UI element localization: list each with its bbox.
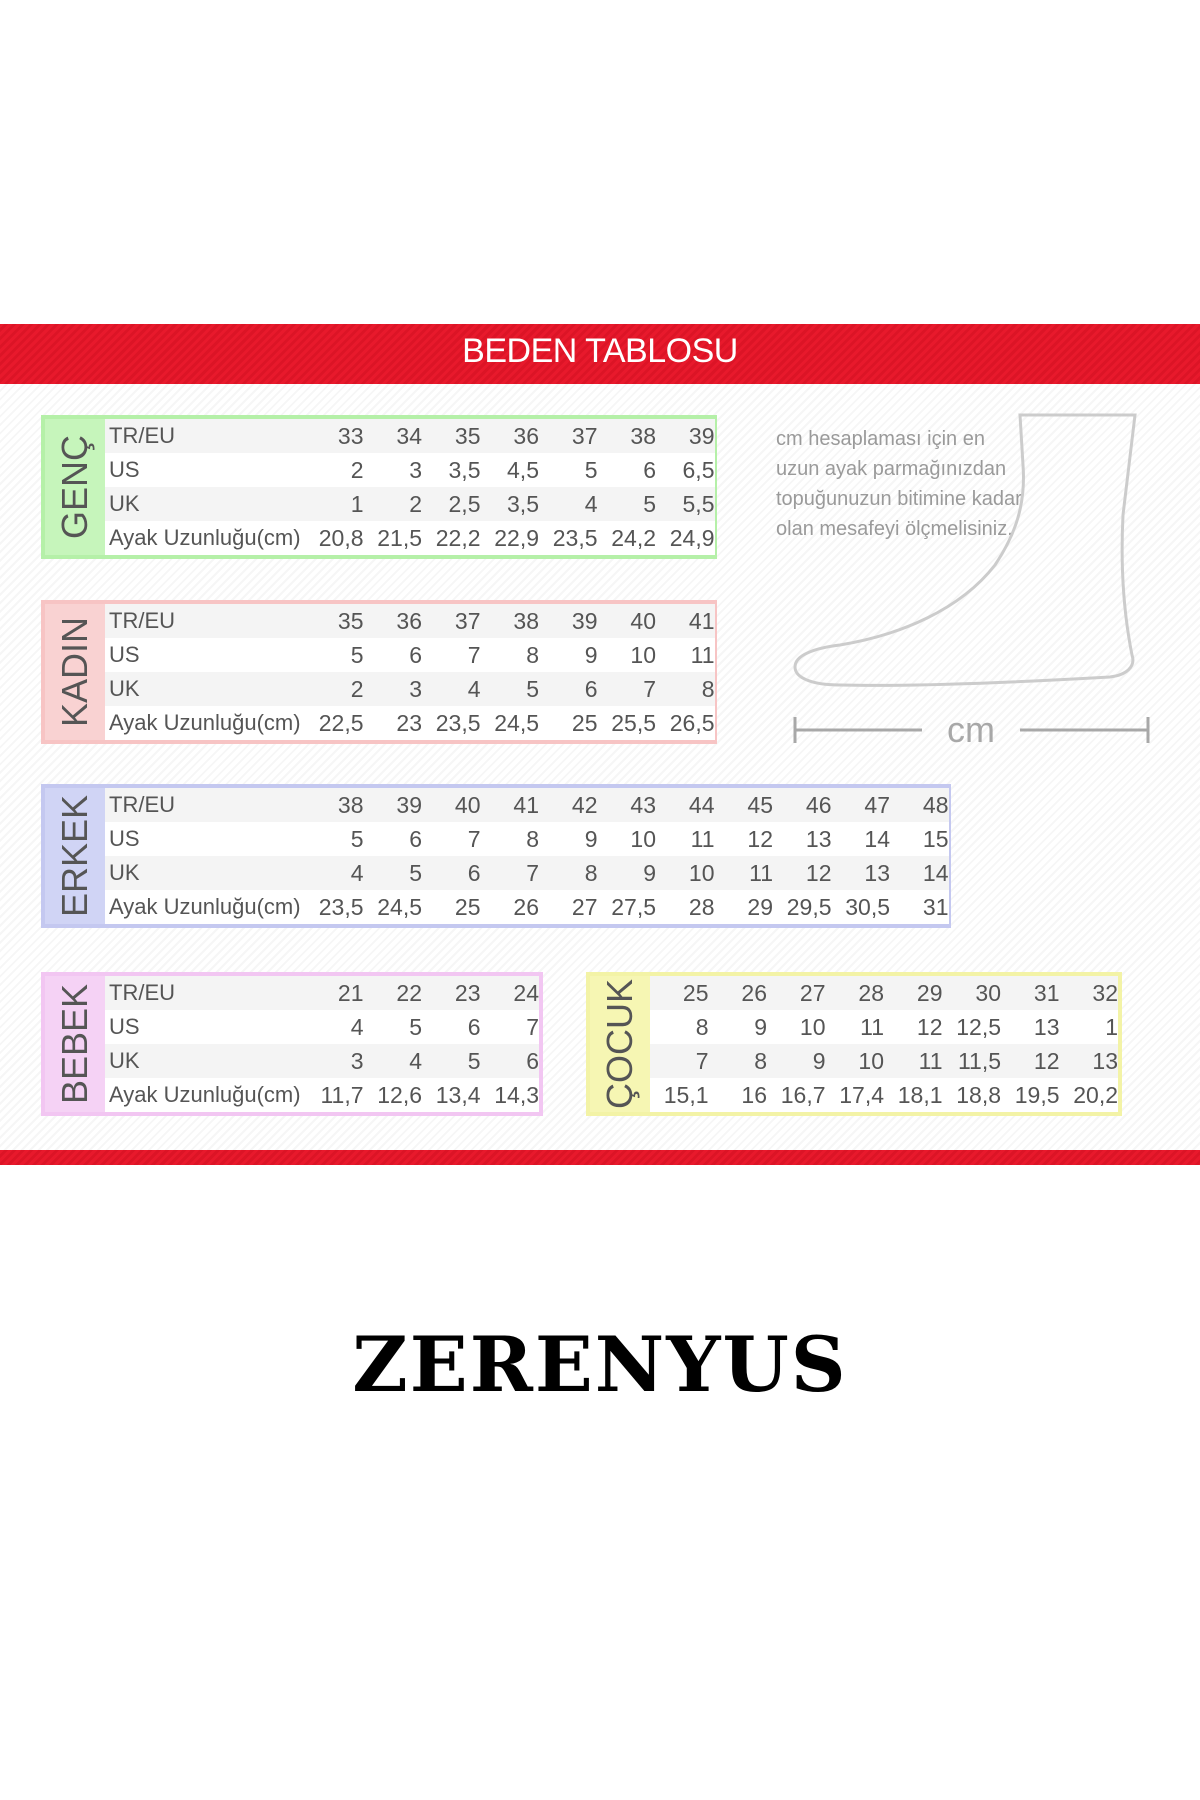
size-cell: 10 [630, 825, 656, 852]
section-genc [41, 415, 717, 559]
size-cell: 39 [571, 607, 598, 634]
size-cell: 44 [688, 791, 715, 818]
size-cell: 5 [350, 825, 364, 852]
size-cell: 4 [350, 859, 364, 886]
size-cell: 14 [864, 825, 890, 852]
size-cell: 12,5 [956, 1013, 1001, 1040]
size-cell: 12,6 [377, 1081, 422, 1108]
size-cell: 6 [584, 675, 598, 702]
table-row [650, 1010, 1118, 1044]
size-cell: 23,5 [552, 524, 598, 551]
table-row [105, 890, 949, 924]
size-cell: 8 [754, 1047, 767, 1074]
size-cell: 9 [754, 1013, 767, 1040]
table-row [105, 487, 715, 521]
size-cell: 13 [805, 825, 832, 852]
size-cell: 22,5 [318, 709, 364, 736]
size-cell: 5 [584, 456, 598, 483]
size-cell: 29 [747, 893, 773, 920]
size-cell: 8 [584, 859, 598, 886]
size-cell: 38 [337, 791, 364, 818]
size-cell: 2,5 [448, 490, 481, 517]
size-cell: 25 [571, 709, 598, 736]
size-cell: 11 [918, 1047, 943, 1074]
size-cell: 8 [701, 675, 715, 702]
size-cell: 25 [454, 893, 481, 920]
table-row [650, 1078, 1118, 1112]
size-cell: 7 [467, 641, 481, 668]
size-cell: 45 [747, 791, 773, 818]
row-label: TR/EU [109, 423, 175, 448]
size-cell: 39 [396, 791, 422, 818]
size-cell: 40 [630, 607, 656, 634]
size-cell: 25 [682, 979, 709, 1006]
size-cell: 25,5 [611, 709, 656, 736]
size-cell: 9 [812, 1047, 826, 1074]
section-bebek [41, 972, 543, 1116]
size-cell: 10 [858, 1047, 884, 1074]
row-label: Ayak Uzunluğu(cm) [109, 1082, 301, 1107]
size-cell: 29,5 [786, 893, 832, 920]
size-cell: 22,2 [435, 524, 481, 551]
size-cell: 33 [337, 422, 364, 449]
row-label: US [109, 1014, 140, 1039]
size-cell: 27,5 [611, 893, 656, 920]
size-cell: 40 [454, 791, 481, 818]
size-cell: 30,5 [845, 893, 890, 920]
size-cell: 5 [643, 490, 656, 517]
table-row [105, 604, 715, 638]
table-row [105, 521, 715, 555]
size-cell: 24,9 [669, 524, 715, 551]
size-cell: 13 [1092, 1047, 1118, 1074]
size-cell: 7 [467, 825, 481, 852]
size-cell: 2 [409, 490, 422, 517]
size-cell: 26 [741, 979, 767, 1006]
size-cell: 12 [916, 1013, 943, 1040]
size-cell: 28 [858, 979, 884, 1006]
table-row [105, 638, 715, 672]
section-cocuk [586, 972, 1122, 1116]
size-table [105, 976, 539, 1112]
row-label: US [109, 457, 140, 482]
page-title: BEDEN TABLOSU [462, 332, 738, 370]
size-cell: 16 [741, 1081, 767, 1108]
size-cell: 37 [454, 607, 481, 634]
size-cell: 24,5 [494, 709, 539, 736]
section-label: GENÇ [45, 419, 105, 555]
size-cell: 24 [513, 979, 539, 1006]
size-cell: 15 [922, 825, 949, 852]
section-erkek [41, 784, 951, 928]
table-row [105, 1010, 539, 1044]
size-cell: 7 [526, 1013, 539, 1040]
size-cell: 5 [526, 675, 539, 702]
size-cell: 12 [805, 859, 832, 886]
size-cell: 21,5 [377, 524, 422, 551]
table-row [105, 1044, 539, 1078]
bottom-bar [0, 1150, 1200, 1165]
size-cell: 6 [467, 859, 481, 886]
size-cell: 6,5 [682, 456, 715, 483]
header-banner [0, 324, 1200, 384]
size-cell: 20,2 [1073, 1081, 1118, 1108]
size-cell: 4 [350, 1013, 364, 1040]
size-cell: 9 [584, 825, 598, 852]
table-row [105, 788, 949, 822]
size-cell: 24,5 [377, 893, 422, 920]
size-cell: 8 [526, 825, 539, 852]
size-cell: 23,5 [318, 893, 364, 920]
size-cell: 36 [396, 607, 422, 634]
size-cell: 41 [513, 791, 539, 818]
size-cell: 6 [526, 1047, 539, 1074]
size-cell: 4 [584, 490, 598, 517]
size-cell: 46 [805, 791, 832, 818]
size-cell: 3,5 [507, 490, 539, 517]
section-label: KADIN [45, 604, 105, 740]
table-row [105, 453, 715, 487]
size-cell: 18,1 [897, 1081, 943, 1108]
unit-label: cm [947, 709, 995, 750]
size-cell: 5,5 [682, 490, 715, 517]
size-cell: 4,5 [507, 456, 539, 483]
row-label: Ayak Uzunluğu(cm) [109, 525, 301, 550]
section-kadin [41, 600, 717, 744]
row-label: Ayak Uzunluğu(cm) [109, 710, 301, 735]
size-cell: 12 [1033, 1047, 1060, 1074]
size-cell: 11 [690, 825, 715, 852]
size-cell: 8 [526, 641, 539, 668]
size-cell: 38 [513, 607, 539, 634]
size-cell: 10 [688, 859, 715, 886]
size-cell: 11 [749, 859, 773, 886]
size-cell: 3 [409, 675, 422, 702]
size-cell: 5 [409, 1013, 422, 1040]
size-cell: 11 [860, 1013, 884, 1040]
size-cell: 5 [409, 859, 422, 886]
size-cell: 29 [916, 979, 943, 1006]
size-cell: 6 [467, 1013, 481, 1040]
measurement-note: cm hesaplaması için en uzun ayak parmağınızdan topuğunuzun bitimine kadar olan mesafeyi ölçmelisiniz. [776, 428, 1022, 540]
size-cell: 12 [747, 825, 773, 852]
size-cell: 15,1 [663, 1081, 709, 1108]
section-label: ÇOCUK [590, 976, 650, 1112]
size-cell: 10 [630, 641, 656, 668]
size-cell: 48 [922, 791, 949, 818]
size-cell: 7 [526, 859, 539, 886]
row-label: Ayak Uzunluğu(cm) [109, 894, 301, 919]
size-table [105, 788, 949, 924]
size-cell: 9 [643, 859, 656, 886]
size-cell: 1 [350, 490, 364, 517]
size-cell: 19,5 [1014, 1081, 1060, 1108]
size-cell: 2 [350, 456, 364, 483]
size-cell: 26 [513, 893, 539, 920]
size-cell: 13 [1033, 1013, 1060, 1040]
size-cell: 14 [922, 859, 949, 886]
size-cell: 11,5 [957, 1047, 1001, 1074]
size-cell: 9 [584, 641, 598, 668]
row-label: UK [109, 676, 140, 701]
table-row [105, 419, 715, 453]
foot-icon [780, 405, 1160, 755]
row-label: US [109, 642, 140, 667]
size-cell: 38 [630, 422, 656, 449]
size-cell: 8 [695, 1013, 709, 1040]
size-cell: 5 [467, 1047, 481, 1074]
size-cell: 20,8 [318, 524, 364, 551]
table-row [105, 856, 949, 890]
size-cell: 47 [864, 791, 890, 818]
size-cell: 5 [350, 641, 364, 668]
size-cell: 24,2 [611, 524, 656, 551]
size-cell: 3 [350, 1047, 364, 1074]
size-cell: 23 [454, 979, 481, 1006]
size-cell: 7 [695, 1047, 709, 1074]
size-cell: 22,9 [494, 524, 539, 551]
size-cell: 4 [467, 675, 481, 702]
table-row [105, 822, 949, 856]
table-row [105, 672, 715, 706]
size-cell: 26,5 [669, 709, 715, 736]
size-cell: 43 [630, 791, 656, 818]
table-row [650, 1044, 1118, 1078]
size-cell: 31 [922, 893, 949, 920]
size-cell: 4 [409, 1047, 422, 1074]
row-label: UK [109, 1048, 140, 1073]
table-row [105, 976, 539, 1010]
size-cell: 2 [350, 675, 364, 702]
row-label: TR/EU [109, 792, 175, 817]
size-cell: 34 [396, 422, 422, 449]
size-cell: 35 [454, 422, 481, 449]
size-cell: 6 [409, 641, 422, 668]
row-label: TR/EU [109, 608, 175, 633]
size-cell: 37 [571, 422, 598, 449]
size-cell: 17,4 [839, 1081, 884, 1108]
size-cell: 27 [799, 979, 826, 1006]
size-cell: 39 [688, 422, 715, 449]
row-label: US [109, 826, 140, 851]
size-cell: 30 [975, 979, 1001, 1006]
size-cell: 13,4 [435, 1081, 481, 1108]
size-cell: 3,5 [448, 456, 481, 483]
row-label: UK [109, 860, 140, 885]
size-cell: 22 [396, 979, 422, 1006]
size-cell: 14,3 [494, 1081, 539, 1108]
table-row [650, 976, 1118, 1010]
size-cell: 28 [688, 893, 715, 920]
size-cell: 27 [571, 893, 598, 920]
size-cell: 21 [337, 979, 364, 1006]
size-cell: 10 [799, 1013, 826, 1040]
size-cell: 16,7 [780, 1081, 826, 1108]
size-cell: 42 [571, 791, 598, 818]
size-table [105, 419, 715, 555]
row-label: UK [109, 491, 140, 516]
row-label: TR/EU [109, 980, 175, 1005]
table-row [105, 706, 715, 740]
size-cell: 11 [690, 641, 715, 668]
size-cell: 32 [1092, 979, 1118, 1006]
section-label: ERKEK [45, 788, 105, 924]
size-cell: 1 [1105, 1013, 1118, 1040]
size-cell: 7 [643, 675, 656, 702]
size-table [650, 976, 1124, 1112]
size-cell: 18,8 [956, 1081, 1001, 1108]
table-row [105, 1078, 539, 1112]
size-cell: 6 [409, 825, 422, 852]
brand-name: ZERENYUS [352, 1320, 848, 1409]
size-cell: 23 [396, 709, 422, 736]
size-cell: 3 [409, 456, 422, 483]
size-cell: 36 [513, 422, 539, 449]
size-cell: 41 [688, 607, 715, 634]
size-table [105, 604, 715, 740]
foot-outline [795, 415, 1135, 685]
section-label: BEBEK [45, 976, 105, 1112]
size-cell: 13 [864, 859, 890, 886]
size-cell: 6 [643, 456, 656, 483]
size-cell: 11,7 [320, 1081, 364, 1108]
size-cell: 35 [337, 607, 364, 634]
size-cell: 23,5 [435, 709, 481, 736]
size-cell: 31 [1033, 979, 1060, 1006]
